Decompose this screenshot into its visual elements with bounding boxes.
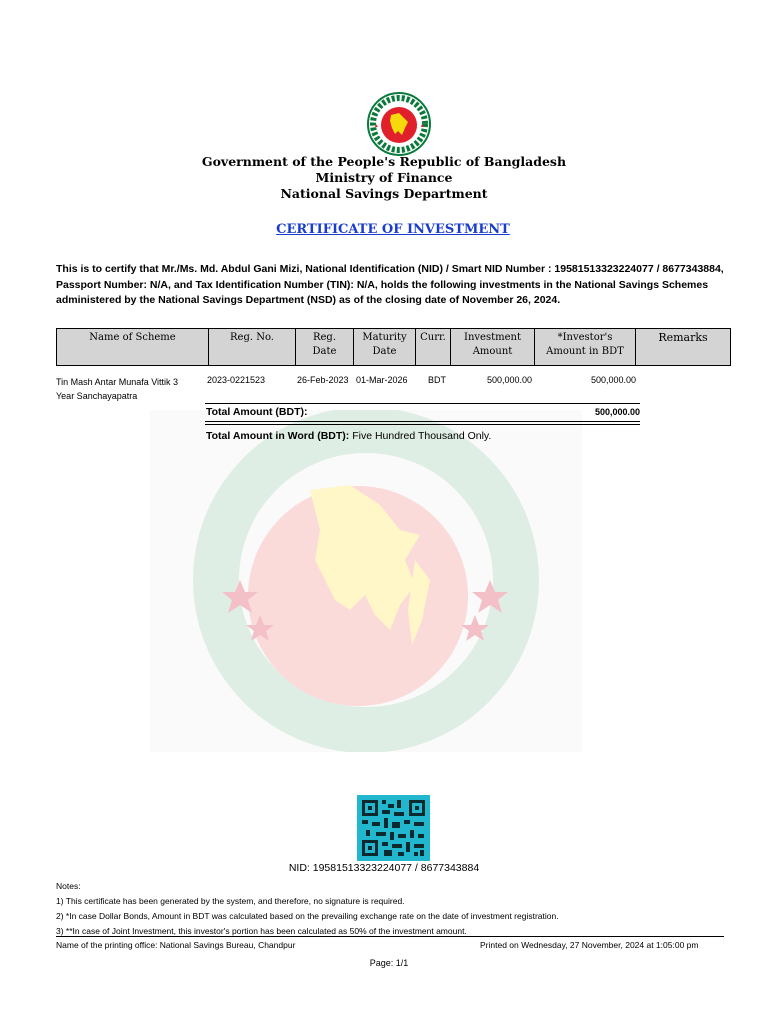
note-item: 1) This certificate has been generated by the system, and therefore, no signature is required. <box>56 896 405 906</box>
background-watermark-seal <box>150 410 582 752</box>
header-government: Government of the People's Republic of Bangladesh <box>201 154 567 169</box>
cell-scheme: Tin Mash Antar Munafa Vittik 3 Year Sanchayapatra <box>56 377 179 401</box>
note-item: 3) **In case of Joint Investment, this investor's portion has been calculated as 50% of the investment amount. <box>56 926 467 936</box>
notes-section <box>56 879 559 939</box>
qr-code <box>357 795 430 861</box>
bangladesh-seal-icon <box>366 91 432 157</box>
column-header-reg-no: Reg. No. <box>209 329 296 365</box>
column-header-scheme: Name of Scheme <box>57 329 209 365</box>
column-header-remarks: Remarks <box>658 331 708 344</box>
certificate-title: CERTIFICATE OF INVESTMENT <box>276 222 510 237</box>
note-item: 2) *In case Dollar Bonds, Amount in BDT was calculated based on the prevailing exchange rate on the date of investment registration. <box>56 911 559 921</box>
nid-line: NID: 19581513323224077 / 8677343884 <box>288 862 480 874</box>
notes-title: Notes: <box>56 881 81 891</box>
cell-investor-amount: 500,000.00 <box>590 375 636 385</box>
qr-code-icon <box>357 795 430 861</box>
printed-timestamp: Printed on Wednesday, 27 November, 2024 at 1:05:00 pm <box>480 940 699 950</box>
total-in-words-label: Total Amount in Word (BDT): <box>206 430 350 442</box>
total-top-rule <box>205 403 640 404</box>
header-ministry: Ministry of Finance <box>315 170 453 185</box>
column-header-currency: Curr. <box>416 329 451 365</box>
printing-office: Name of the printing office: National Savings Bureau, Chandpur <box>56 940 296 950</box>
total-in-words <box>206 430 491 442</box>
cell-investment-amount: 500,000.00 <box>486 375 532 385</box>
column-header-maturity-date: Maturity Date <box>354 329 416 365</box>
total-amount-label: Total Amount (BDT): <box>206 406 308 418</box>
total-rule-2 <box>205 424 640 425</box>
government-seal <box>366 91 432 157</box>
header-department: National Savings Department <box>280 186 488 201</box>
column-header-reg-date: Reg. Date <box>296 329 354 365</box>
certification-statement: This is to certify that Mr./Ms. Md. Abdul Gani Mizi, National Identification (NID) / Smart NID Number : 19581513323224077 / 8677343884, Passport Number: N/A, and Tax Identification Number (TIN): N/A, holds the following investments in the National Savings Schemes administered by the National Savings Department (NSD) as of the closing date of November 26, 2024. <box>56 263 724 306</box>
column-header-investment-amount: Investment Amount <box>451 329 535 365</box>
total-amount-value: 500,000.00 <box>594 407 640 417</box>
investment-table-header <box>56 328 731 366</box>
page-number: Page: 1/1 <box>369 958 409 968</box>
cell-maturity-date: 01-Mar-2026 <box>356 375 408 385</box>
column-header-investor-amount: *Investor's Amount in BDT <box>535 329 636 365</box>
cell-reg-date: 26-Feb-2023 <box>297 375 349 385</box>
total-rule-1 <box>205 421 640 422</box>
cell-reg-no: 2023-0221523 <box>207 375 266 385</box>
cell-currency: BDT <box>428 375 446 385</box>
total-in-words-value: Five Hundred Thousand Only. <box>352 430 492 442</box>
watermark-seal-icon <box>150 410 582 752</box>
footer-divider <box>56 936 724 937</box>
